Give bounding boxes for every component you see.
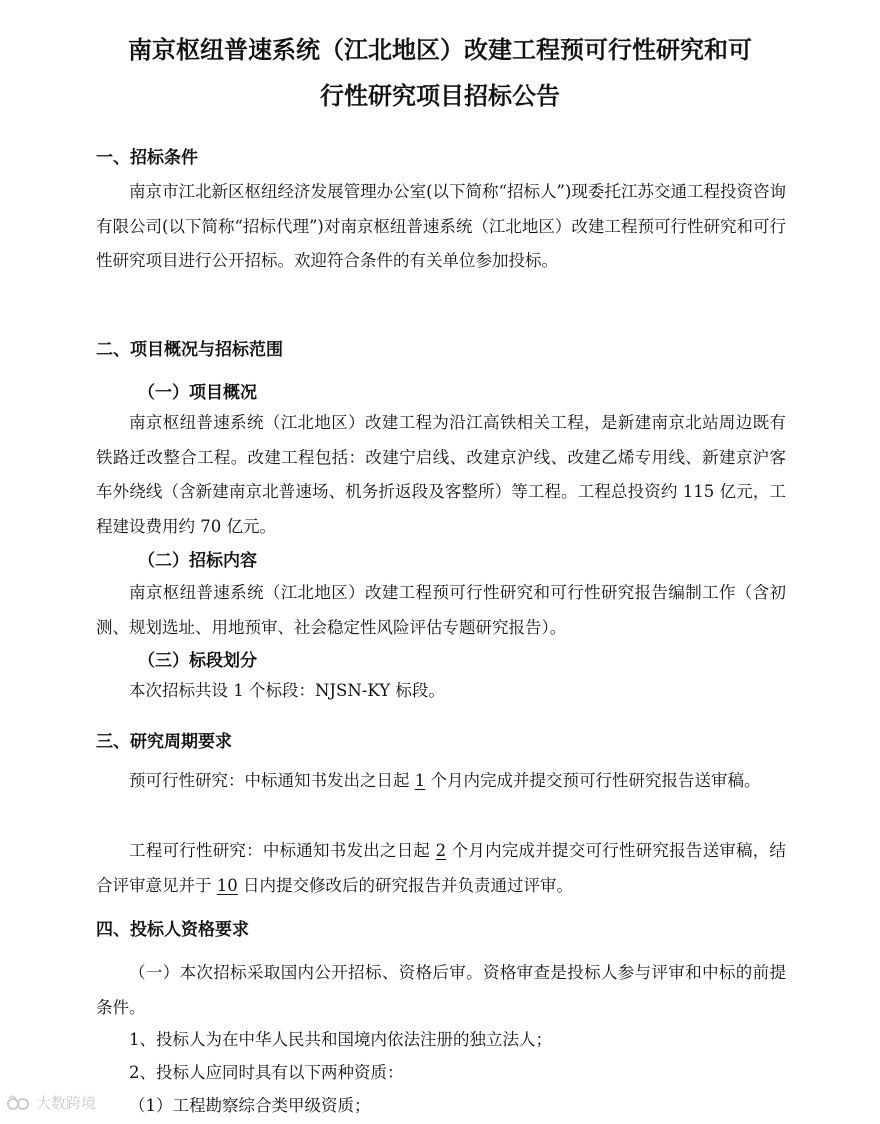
- section-3-p1-months: 1: [414, 771, 426, 790]
- section-3-p2-text-c: 日内提交修改后的研究报告并负责通过评审。: [237, 875, 573, 895]
- section-3-p2-text-a: 工程可行性研究：中标通知书发出之日起: [129, 841, 436, 860]
- section-3-p2-text-b: 个月内完成并提交可行性研究报告送审稿，结合评审意见并于: [96, 841, 787, 895]
- section-2-1-heading: （一）项目概况: [138, 383, 257, 403]
- section-3-paragraph-2: [96, 834, 786, 903]
- section-3-p2-months: 2: [435, 841, 447, 860]
- section-2-3-heading: （三）标段划分: [138, 651, 257, 671]
- section-4-heading: 四、投标人资格要求: [96, 920, 249, 940]
- section-2-3-paragraph: 本次招标共设 1 个标段：NJSN-KY 标段。: [129, 681, 445, 700]
- watermark: [6, 1092, 96, 1113]
- section-4-item-1: 1、投标人为在中华人民共和国境内依法注册的独立法人；: [129, 1030, 552, 1049]
- section-3-paragraph-1: [96, 764, 786, 799]
- section-3-heading: 三、研究周期要求: [96, 732, 232, 752]
- watermark-logo-icon: [6, 1094, 32, 1112]
- section-4-item-2: 2、投标人应同时具有以下两种资质：: [129, 1063, 404, 1082]
- section-4-item-3: （1）工程勘察综合类甲级资质；: [129, 1096, 371, 1115]
- section-2-2-heading: （二）招标内容: [138, 551, 257, 571]
- section-3-p1-text-a: 预可行性研究：中标通知书发出之日起: [129, 771, 415, 790]
- section-1-paragraph: 南京市江北新区枢纽经济发展管理办公室(以下简称“招标人”)现委托江苏交通工程投资咨询有限公司(以下简称“招标代理”)对南京枢纽普速系统（江北地区）改建工程预可行性研究和可行性研究项目进行公开招标。欢迎符合条件的有关单位参加投标。: [96, 182, 786, 271]
- section-3-p1-text-b: 个月内完成并提交预可行性研究报告送审稿。: [425, 771, 761, 790]
- section-2-2-paragraph: 南京枢纽普速系统（江北地区）改建工程预可行性研究和可行性研究报告编制工作（含初测、规划选址、用地预审、社会稳定性风险评估专题研究报告）。: [96, 583, 786, 637]
- section-2-heading: 二、项目概况与招标范围: [96, 340, 283, 360]
- document-title-line-1: 南京枢纽普速系统（江北地区）改建工程预可行性研究和可: [128, 36, 752, 64]
- section-3-p2-days: 10: [216, 875, 238, 895]
- document-title-line-2: 行性研究项目招标公告: [320, 82, 560, 110]
- watermark-text: 大数跨境: [36, 1094, 97, 1112]
- section-4-paragraph-1: （一）本次招标采取国内公开招标、资格后审。资格审查是投标人参与评审和中标的前提条件。: [96, 963, 786, 1017]
- section-2-1-paragraph: 南京枢纽普速系统（江北地区）改建工程为沿江高铁相关工程，是新建南京北站周边既有铁路迁改整合工程。改建工程包括：改建宁启线、改建京沪线、改建乙烯专用线、新建京沪客车外绕线（含新建南京北普速场、机务折返段及客整所）等工程。工程总投资约 115 亿元，工程建设费用约 70 亿元。: [96, 413, 786, 537]
- section-1-heading: 一、招标条件: [96, 148, 198, 168]
